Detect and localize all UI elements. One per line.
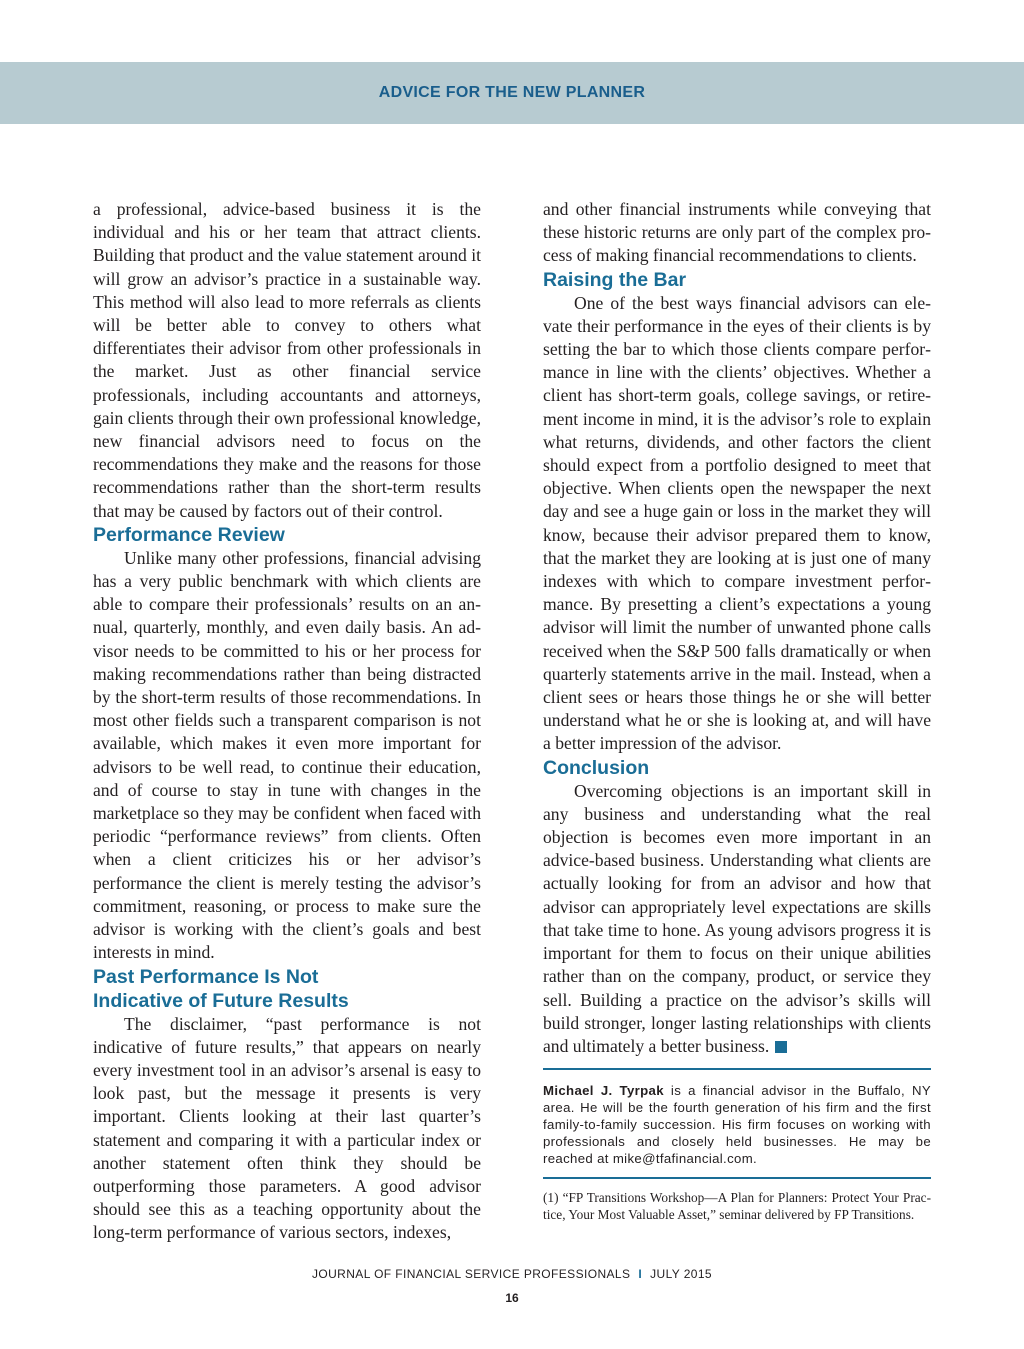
raising-the-bar-paragraph: One of the best ways financial advisors can elevate their performance in the eyes of their clients is by setting the bar to which those clients compare performance in line with the clients’ objectives. Whether a client has short-term goals, college savings, or retirement income in mind, it is the advisor’s role to explain what returns, dividends, and other factors the client should expect from a portfolio designed to meet that objective. When clients open the newspaper the next day and see a huge gain or loss in the market they will know, because their advisor prepared them to know, that the market they are looking at is just one of many indexes with which to compare investment performance. By presetting a client’s expectations a young advisor will limit the number of unwanted phone calls received when the S&P 500 falls dramatically or when quarterly statements arrive in the mail. Instead, when a client sees or hears those things he or she will better understand what he or she is looking at, and will have a better impression of the advisor. — [543, 292, 931, 754]
heading-past-performance-line1: Past Performance Is Not — [93, 965, 319, 988]
journal-name: JOURNAL OF FINANCIAL SERVICE PROFESSIONALS — [311, 1267, 631, 1281]
heading-past-performance — [93, 965, 481, 1013]
conclusion-paragraph — [543, 780, 931, 1058]
issue-date: JULY 2015 — [650, 1267, 713, 1281]
right-column — [543, 198, 931, 1223]
performance-review-paragraph: Unlike many other professions, financial advising has a very public benchmark with which clients are able to compare their professionals’ results on an annual, quarterly, monthly, and even daily basis. An advisor needs to be committed to his or her process for making recommendations rather than being distracted by the short-term results of those recommendations. In most other fields such a transparent comparison is not available, which makes it even more important for advisors to be well read, to continue their education, and of course to stay in tune with changes in the marketplace so they may be confident when faced with periodic “performance reviews” from clients. Often when a client criticizes his or her advisor’s performance the client is merely testing the advisor’s commitment, reasoning, or process to make sure the advisor is working with the client’s goals and best interests in mind. — [93, 547, 481, 963]
section-title: ADVICE FOR THE NEW PLANNER — [378, 84, 646, 101]
left-column — [93, 198, 481, 1245]
heading-past-performance-line2: Indicative of Future Results — [93, 989, 349, 1012]
footnote: (1) “FP Transitions Workshop—A Plan for Planners: Protect Your Practice, Your Most Valuable Asset,” seminar delivered by FP Transitions. — [543, 1190, 931, 1223]
bio-top-rule — [543, 1068, 931, 1070]
heading-performance-review: Performance Review — [93, 523, 285, 546]
continuation-paragraph: and other financial instruments while conveying that these historic returns are only part of the complex process of making financial recommendations to clients. — [543, 199, 931, 266]
author-bio — [543, 1074, 931, 1177]
author-bio-text: is a financial advisor in the Buffalo, NY area. He will be the fourth generation of his firm and the first family-to-family succession. His firm focuses on working with professionals and closely held businesses. He may be reached at mike@tfafinancial.com. — [543, 1083, 931, 1167]
heading-conclusion: Conclusion — [543, 756, 650, 779]
footer-separator: I — [638, 1267, 643, 1281]
journal-footer — [0, 1267, 1024, 1281]
past-performance-paragraph: The disclaimer, “past performance is not indicative of future results,” that appears on nearly every investment tool in an advisor’s arsenal is easy to look past, but the message it presents is very important. Clients looking at their last quarter’s statement and comparing it with a particular index or another statement often think they should be outperforming those parameters. A good advisor should see this as a teaching opportunity about the long-term performance of various sectors, indexes, — [93, 1013, 481, 1243]
author-name: Michael J. Tyrpak — [543, 1083, 664, 1099]
header-band — [0, 62, 1024, 124]
page-number: 16 — [505, 1291, 519, 1305]
conclusion-text: Overcoming objections is an important skill in any business and understanding what the real objection is becomes even more important in an advice-based business. Understanding what clients are actually looking for from an advisor and how that advisor can appropriately level expectations are skills that take time to hone. As young advisors progress it is important for them to focus on their unique abilities rather than on the company, product, or service they sell. Building a practice on the advisor’s skills will build stronger, longer lasting relationships with clients and ultimately a better business. — [543, 780, 931, 1056]
heading-raising-the-bar: Raising the Bar — [543, 268, 687, 291]
intro-paragraph: a professional, advice-based business it is the individual and his or her team that attract clients. Building that product and the value statement around it will grow an advisor’s practice in a sustainable way. This method will also lead to more referrals as clients will be better able to convey to others what differentiates their advisor from other professionals in the market. Just as other financial service professionals, including accountants and attorneys, gain clients through their own professional knowledge, new financial advisors need to focus on the recommendations they make and the reasons for those recommendations rather than the short-term results that may be caused by factors out of their control. — [93, 199, 481, 521]
end-of-article-square-icon — [775, 1041, 787, 1053]
